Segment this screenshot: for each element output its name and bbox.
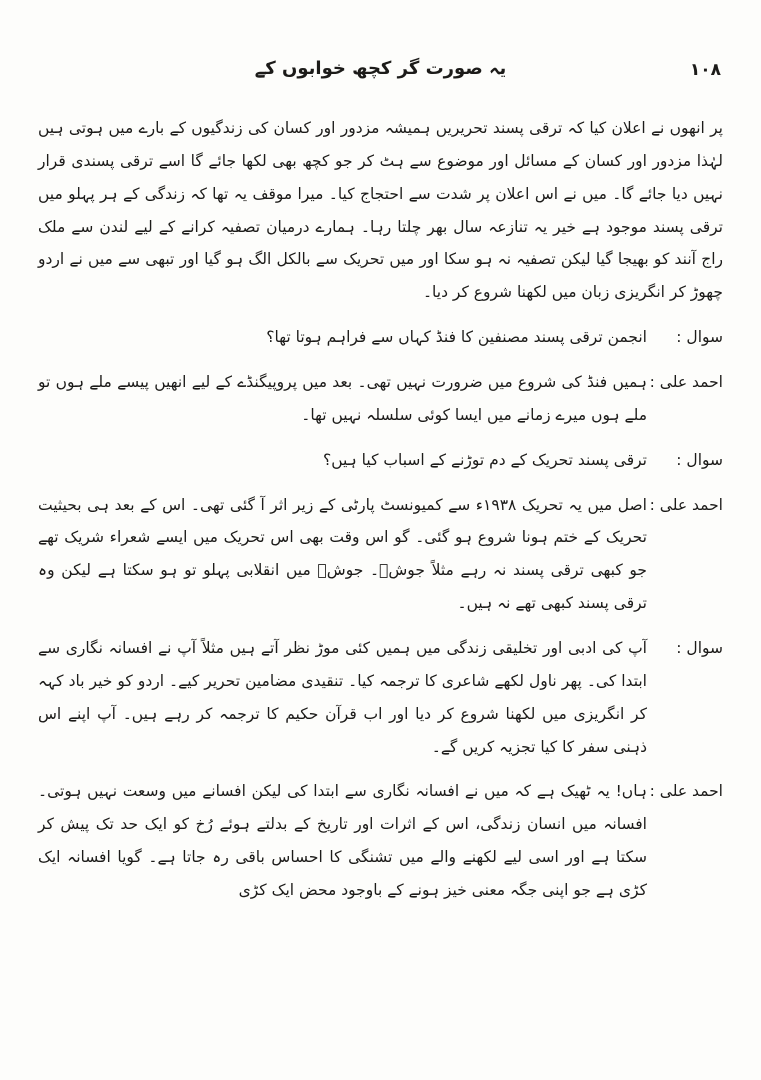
- speaker-label: سوال :: [676, 639, 723, 658]
- dialogue-block-answer-1: [38, 366, 723, 432]
- dialogue-text: ترقی پسند تحریک کے دم توڑنے کے اسباب کیا ہیں؟: [322, 450, 647, 469]
- speaker-label: سوال :: [676, 328, 723, 347]
- dialogue-block-question-2: [38, 444, 723, 477]
- intro-paragraph: پر انھوں نے اعلان کیا کہ ترقی پسند تحریریں ہمیشہ مزدور اور کسان کی زندگیوں کے بارے میں ہوتی ہیں لہٰذا مزدور اور کسان کے مسائل اور موضوع سے ہٹ کر جو کچھ بھی لکھا جائے گا اسے ترقی پسندی قرار نہیں دیا جائے گا۔ میں نے اس اعلان پر شدت سے احتجاج کیا۔ میرا موقف یہ تھا کہ زندگی کے ہر پہلو میں ترقی پسند موجود ہے خیر یہ تنازعہ سال بھر چلتا رہا۔ ہمارے درمیان تصفیہ کرانے کے لیے لندن سے ملک راج آنند کو بھیجا گیا لیکن تصفیہ نہ ہو سکا اور میں تحریک سے بالکل الگ ہو گیا اور تبھی سے میں نے اردو چھوڑ کر انگریزی زبان میں لکھنا شروع کر دیا۔: [38, 119, 723, 302]
- running-header-title: یہ صورت گر کچھ خوابوں کے: [254, 58, 507, 79]
- dialogue-block-question-3: [38, 632, 723, 763]
- page-header: [38, 58, 723, 92]
- dialogue-text: ہاں! یہ ٹھیک ہے کہ میں نے افسانہ نگاری سے ابتدا کی لیکن افسانے میں وسعت نہیں ہوتی۔ افسانہ میں انسان زندگی، اس کے اثرات اور تاریخ کے بدلتے ہوئے رُخ کو ایک حد تک پیش کر سکتا ہے اور اسی لیے لکھنے والے میں تشنگی کا احساس باقی رہ جاتا ہے۔ گویا افسانہ ایک کڑی ہے جو اپنی جگہ معنی خیز ہونے کے باوجود محض ایک کڑی: [38, 782, 647, 900]
- dialogue-block-answer-3: [38, 775, 723, 906]
- dialogue-text: انجمن ترقی پسند مصنفین کا فنڈ کہاں سے فراہم ہوتا تھا؟: [266, 328, 647, 347]
- speaker-label: احمد علی :: [649, 495, 723, 514]
- page-number: ۱۰۸: [689, 60, 721, 80]
- dialogue-text: ہمیں فنڈ کی شروع میں ضرورت نہیں تھی۔ بعد میں پروپیگنڈے کے لیے انھیں پیسے ملے ہوں تو ملے ہوں میرے زمانے میں ایسا کوئی سلسلہ نہیں تھا۔: [38, 373, 647, 424]
- dialogue-block-question-1: [38, 321, 723, 354]
- speaker-label: احمد علی :: [649, 373, 723, 392]
- dialogue-block-answer-2: [38, 489, 723, 620]
- dialogue-text: آپ کی ادبی اور تخلیقی زندگی میں ہمیں کئی موڑ نظر آتے ہیں مثلاً آپ نے افسانہ نگاری سے ابتدا کی۔ پھر ناول لکھے شاعری کا ترجمہ کیا۔ تنقیدی مضامین تحریر کیے۔ اردو کو خیر باد کہہ کر انگریزی میں لکھنا شروع کر دیا اور اب قرآن حکیم کا ترجمہ کر رہے ہیں۔ آپ اپنے اس ذہنی سفر کا کیا تجزیہ کریں گے۔: [38, 639, 647, 756]
- speaker-label: سوال :: [676, 450, 723, 469]
- dialogue-text: اصل میں یہ تحریک ۱۹۳۸ء سے کمیونسٹ پارٹی کے زیر اثر آ گئی تھی۔ اس کے بعد ہی بحیثیت تحریک کے ختم ہونا شروع ہو گئی۔ گو اس وقت بھی اس تحریک میں ایسے شعراء شریک تھے جو کبھی ترقی پسند نہ رہے مثلاً جوشؔ۔ جوشؔ میں انقلابی پہلو تو ہو سکتا ہے لیکن وہ ترقی پسند کبھی تھے نہ ہیں۔: [38, 495, 647, 613]
- speaker-label: احمد علی :: [649, 782, 723, 801]
- page-body: [38, 112, 723, 1060]
